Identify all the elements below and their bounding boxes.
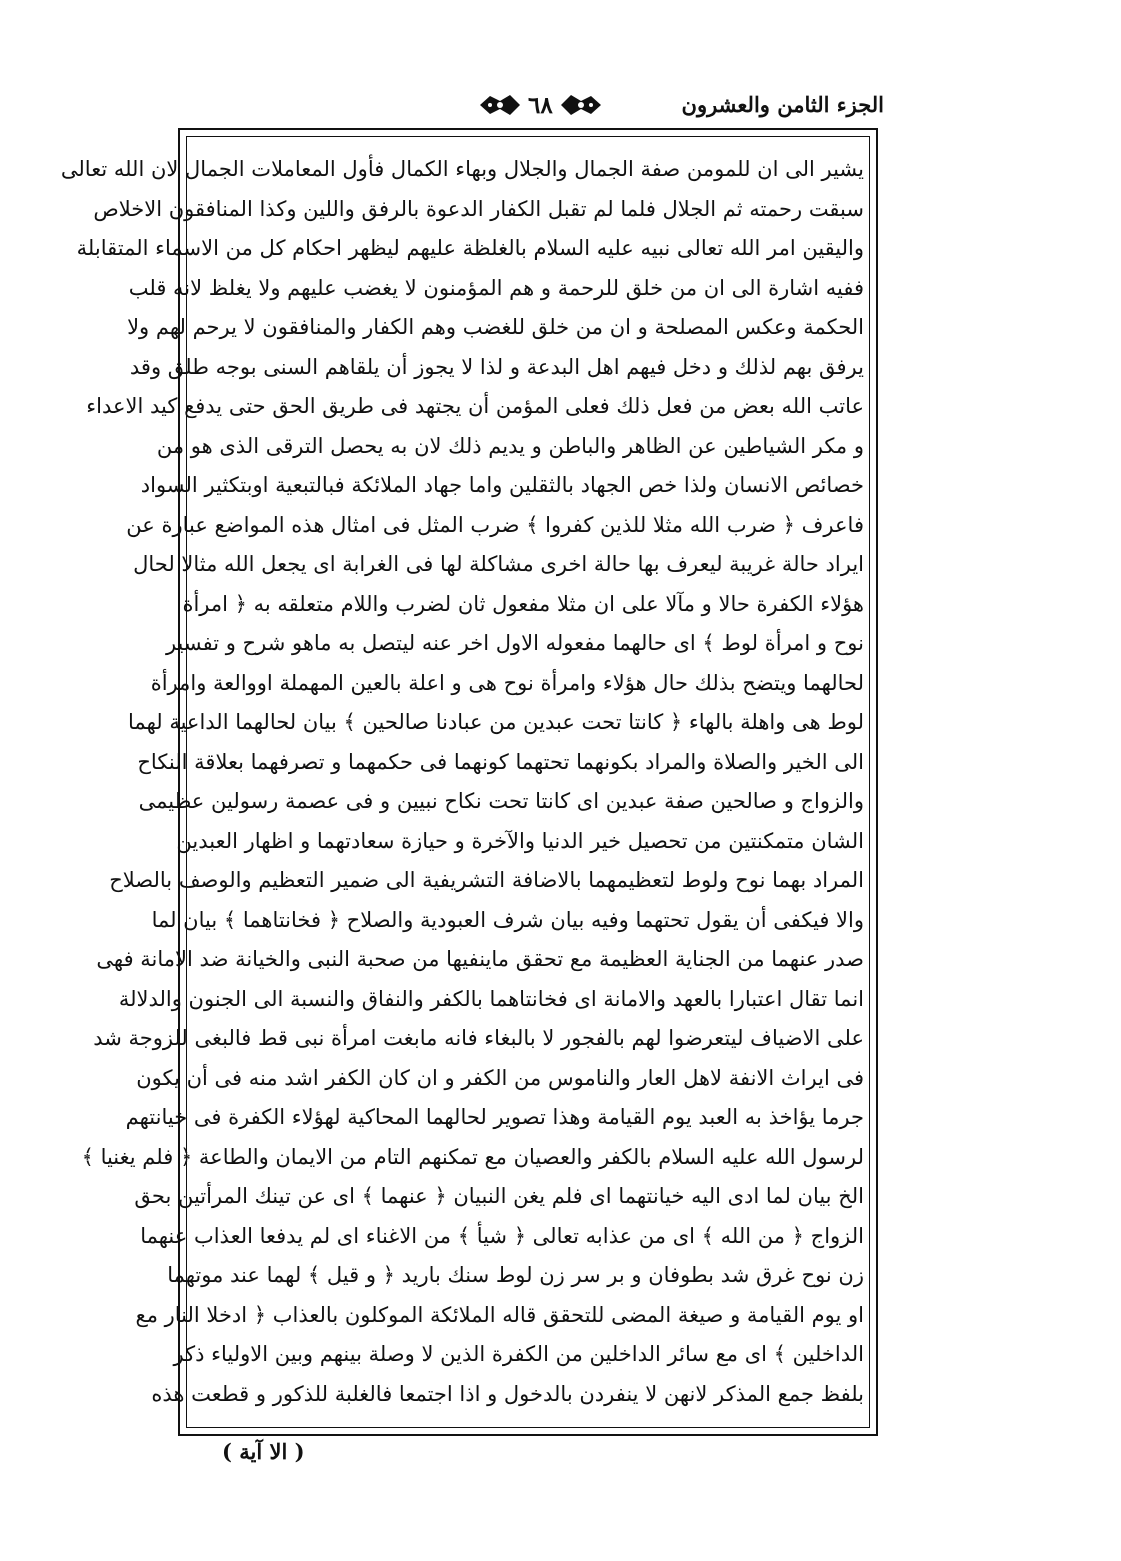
text-line: الشان متمكنتين من تحصيل خير الدنيا والآخرة و حيازة سعادتهما و اظهار العبدين <box>176 828 864 853</box>
text-line: والزواج و صالحين صفة عبدين اى كانتا تحت نكاح نبيين و فى عصمة رسولين عظيمى <box>138 789 864 813</box>
body-text <box>60 150 864 1414</box>
text-line: لرسول الله عليه السلام بالكفر والعصيان مع تمكنهم التام من الايمان والطاعة ﴿ فلم يغنيا ﴾ <box>81 1144 864 1169</box>
left-ornament-icon <box>478 92 522 118</box>
text-line: زن نوح غرق شد بطوفان و بر سر زن لوط سنك باريد ﴿ و قيل ﴾ لهما عند موتهما <box>167 1263 864 1287</box>
text-line: المراد بهما نوح ولوط لتعظيمهما بالاضافة التشريفية الى ضمير التعظيم والوصف بالصلاح <box>109 868 864 892</box>
text-frame <box>60 128 878 1436</box>
text-line: لوط هى واهلة بالهاء ﴿ كانتا تحت عبدين من عبادنا صالحين ﴾ بيان لحالهما الداعية لهما <box>128 710 864 734</box>
text-line: نوح و امرأة لوط ﴾ اى حالهما مفعوله الاول اخر عنه ليتصل به ماهو شرح و تفسير <box>165 631 864 655</box>
text-line: جرما يؤاخذ به العبد يوم القيامة وهذا تصوير لحالهما المحاكية لهؤلاء الكفرة فى خيانتهم <box>125 1105 864 1129</box>
text-line: صدر عنهما من الجناية العظيمة مع تحقق ماينفيها من صحبة النبى والخيانة ضد الامانة فهى <box>96 947 864 971</box>
text-line: بلفظ جمع المذكر لانهن لا ينفردن بالدخول و اذا اجتمعا فالغلبة للذكور و قطعت هذه <box>151 1381 864 1406</box>
page-number: ٦٨ <box>528 91 553 119</box>
text-line: او يوم القيامة و صيغة المضى للتحقق قاله الملائكة الموكلون بالعذاب ﴿ ادخلا النار مع <box>135 1302 864 1327</box>
text-line: الى الخير والصلاة والمراد بكونهما تحتهما كونهما فى حكمهما و تصرفهما بعلاقة النكاح <box>137 749 864 774</box>
page-number-ornament <box>478 88 603 122</box>
text-line: سبقت رحمته ثم الجلال فلما لم تقبل الكفار الدعوة بالرفق واللين وكذا المنافقون الاخلاص <box>93 196 864 221</box>
text-line: يشير الى ان للمومن صفة الجمال والجلال وبهاء الكمال فأول المعاملات الجمال لان الله تعالى <box>60 157 864 181</box>
text-line: لحالهما ويتضح بذلك حال هؤلاء وامرأة نوح هى و اعلة بالعين المهملة اووالعة وامرأة <box>150 670 864 695</box>
page-header <box>178 88 884 124</box>
text-line: الداخلين ﴾ اى مع سائر الداخلين من الكفرة الذين لا وصلة بينهم وبين الاولياء ذكر <box>173 1342 864 1366</box>
text-line: ففيه اشارة الى ان من خلق للرحمة و هم المؤمنون لا يغضب عليهم ولا يغلظ لانه قلب <box>128 275 864 300</box>
text-line: عاتب الله بعض من فعل ذلك فعلى المؤمن أن يجتهد فى طريق الحق حتى يدفع كيد الاعداء <box>86 394 864 418</box>
text-line: يرفق بهم لذلك و دخل فيهم اهل البدعة و لذا لا يجوز أن يلقاهم السنى بوجه طلق وقد <box>129 354 864 379</box>
text-line: الخ بيان لما ادى اليه خيانتهما اى فلم يغن النبيان ﴿ عنهما ﴾ اى عن تينك المرأتين بحق <box>134 1184 864 1208</box>
running-title: الجزء الثامن والعشرون <box>681 92 884 117</box>
text-line: فاعرف ﴿ ضرب الله مثلا للذين كفروا ﴾ ضرب المثل فى امثال هذه المواضع عبارة عن <box>126 512 864 537</box>
text-line: و مكر الشياطين عن الظاهر والباطن و يديم ذلك لان به يحصل الترقى الذى هو من <box>156 433 864 458</box>
text-line: فى ايراث الانفة لاهل العار والناموس من الكفر و ان كان الكفر اشد منه فى أن يكون <box>136 1065 864 1090</box>
catchword: ( الا آية ) <box>222 1439 305 1464</box>
text-line: خصائص الانسان ولذا خص الجهاد بالثقلين واما جهاد الملائكة فبالتبعية اوبتكثير السواد <box>140 473 864 497</box>
text-line: انما تقال اعتبارا بالعهد والامانة اى فخانتاهما بالكفر والنفاق والنسبة الى الجنون والدلالة <box>118 986 864 1011</box>
text-line: والا فيكفى أن يقول تحتهما وفيه بيان شرف العبودية والصلاح ﴿ فخانتاهما ﴾ بيان لما <box>151 907 864 932</box>
text-line: الحكمة وعكس المصلحة و ان من خلق للغضب وهم الكفار والمنافقون لا يرحم لهم ولا <box>127 315 864 339</box>
text-line: ايراد حالة غريبة ليعرف بها حالة اخرى مشاكلة لها فى الغرابة اى يجعل الله مثالا لحال <box>133 552 864 576</box>
text-line: الزواج ﴿ من الله ﴾ اى من عذابه تعالى ﴿ شيأ ﴾ من الاغناء اى لم يدفعا العذاب عنهما <box>140 1223 864 1248</box>
right-ornament-icon <box>559 92 603 118</box>
text-line: واليقين امر الله تعالى نبيه عليه السلام بالغلظة عليهم ليظهر احكام كل من الاسماء المتقابلة <box>76 236 864 260</box>
text-line: هؤلاء الكفرة حالا و مآلا على ان مثلا مفعول ثان لضرب واللام متعلقه به ﴿ امرأة <box>182 591 864 616</box>
text-line: على الاضياف ليتعرضوا لهم بالفجور لا بالبغاء فانه مابغت امرأة نبى قط فالبغى للزوجة شد <box>93 1026 864 1050</box>
